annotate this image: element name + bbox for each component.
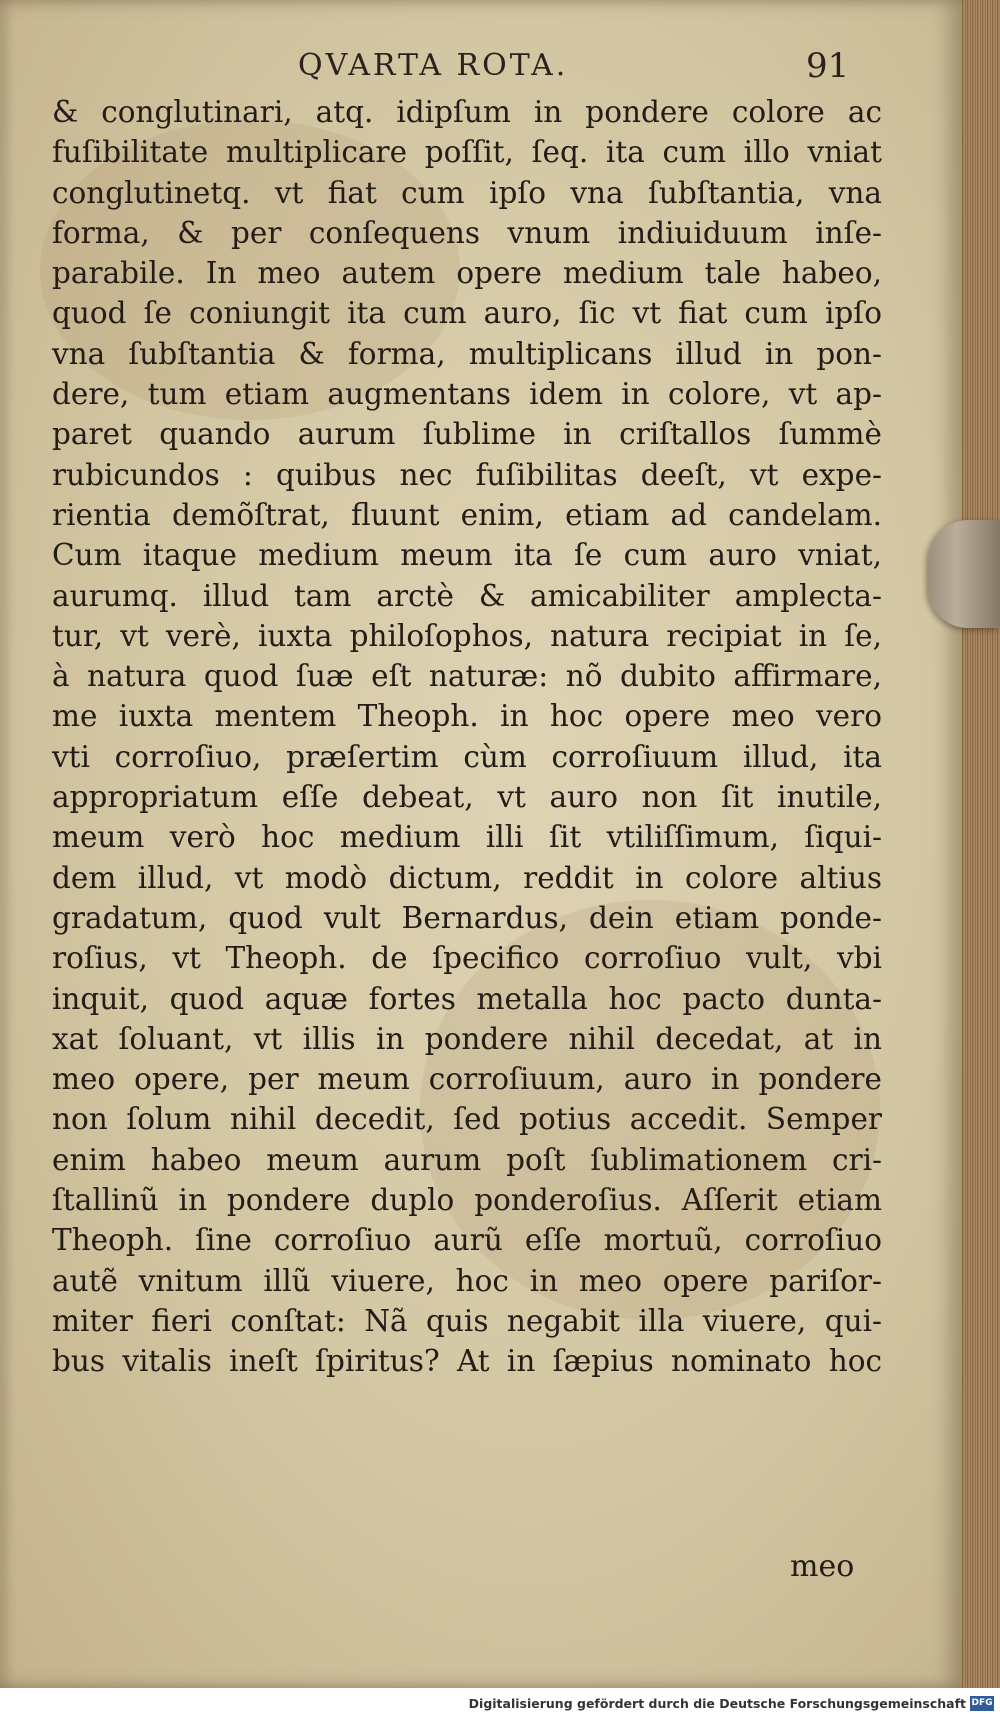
- text-line: quod ſe coniungit ita cum auro, ſic vt fiat cum ipſo: [52, 296, 882, 331]
- catchword: meo: [790, 1549, 855, 1584]
- text-line: Cum itaque medium meum ita ſe cum auro vniat,: [52, 538, 882, 573]
- text-line: miter fieri conſtat: Nã quis negabit illa viuere, qui-: [52, 1303, 882, 1338]
- text-line: vti corroſiuo, præſertim cùm corroſiuum illud, ita: [52, 739, 882, 774]
- text-line: autẽ vnitum illũ viuere, hoc in meo opere pariſor-: [52, 1263, 882, 1298]
- text-line: me iuxta mentem Theoph. in hoc opere meo vero: [52, 699, 882, 734]
- book-clasp: [928, 520, 1000, 628]
- text-line: rientia demõſtrat, fluunt enim, etiam ad candelam.: [52, 497, 882, 532]
- text-line: conglutinetq. vt fiat cum ipſo vna ſubſtantia, vna: [52, 175, 882, 210]
- text-line: tur, vt verè, iuxta philoſophos, natura recipiat in ſe,: [52, 618, 882, 653]
- text-line: aurumq. illud tam arctè & amicabiliter amplecta-: [52, 578, 882, 613]
- book-page-edges: [962, 0, 1000, 1688]
- text-line: fuſibilitate multiplicare poſſit, ſeq. ita cum illo vniat: [52, 135, 882, 170]
- text-line: Theoph. ſine corroſiuo aurũ eſſe mortuũ, corroſiuo: [52, 1223, 882, 1258]
- digitization-credit: Digitalisierung gefördert durch die Deutsche Forschungsgemeinschaft: [468, 1696, 966, 1711]
- text-line: vna ſubſtantia & forma, multiplicans illud in pon-: [52, 336, 882, 371]
- body-text: [52, 92, 882, 1382]
- text-line: bus vitalis ineſt ſpiritus? At in ſæpius nominato hoc: [52, 1344, 882, 1379]
- text-line: gradatum, quod vult Bernardus, dein etiam ponde-: [52, 900, 882, 935]
- text-line: dere, tum etiam augmentans idem in colore, vt ap-: [52, 377, 882, 412]
- text-line: forma, & per conſequens vnum indiuiduum inſe-: [52, 215, 882, 250]
- dfg-logo: DFG: [970, 1696, 994, 1711]
- text-line: meo opere, per meum corroſiuum, auro in pondere: [52, 1062, 882, 1097]
- text-line: parabile. In meo autem opere medium tale habeo,: [52, 256, 882, 291]
- footer-bar: [0, 1688, 1000, 1720]
- text-line: & conglutinari, atq. idipſum in pondere colore ac: [52, 95, 882, 129]
- text-line: meum verò hoc medium illi ſit vtiliſſimum, ſiqui-: [52, 820, 882, 855]
- running-title: QVARTA ROTA.: [298, 48, 569, 83]
- running-header: [0, 46, 900, 96]
- text-line: ſtallinũ in pondere duplo ponderoſius. Aſſerit etiam: [52, 1183, 882, 1218]
- text-line: paret quando aurum ſublime in criſtallos ſummè: [52, 417, 882, 452]
- page-number: 91: [806, 46, 850, 86]
- text-line: non ſolum nihil decedit, ſed potius accedit. Semper: [52, 1102, 882, 1137]
- text-line: roſius, vt Theoph. de ſpecifico corroſiuo vult, vbi: [52, 941, 882, 976]
- text-line: rubicundos : quibus nec fuſibilitas deeſt, vt expe-: [52, 457, 882, 492]
- text-line: à natura quod ſuæ eſt naturæ: nõ dubito affirmare,: [52, 659, 882, 694]
- text-line: xat ſoluant, vt illis in pondere nihil decedat, at in: [52, 1021, 882, 1056]
- text-line: appropriatum eſſe debeat, vt auro non ſit inutile,: [52, 780, 882, 815]
- text-line: enim habeo meum aurum poſt ſublimationem cri-: [52, 1142, 882, 1177]
- text-line: dem illud, vt modò dictum, reddit in colore altius: [52, 860, 882, 895]
- text-line: inquit, quod aquæ fortes metalla hoc pacto dunta-: [52, 981, 882, 1016]
